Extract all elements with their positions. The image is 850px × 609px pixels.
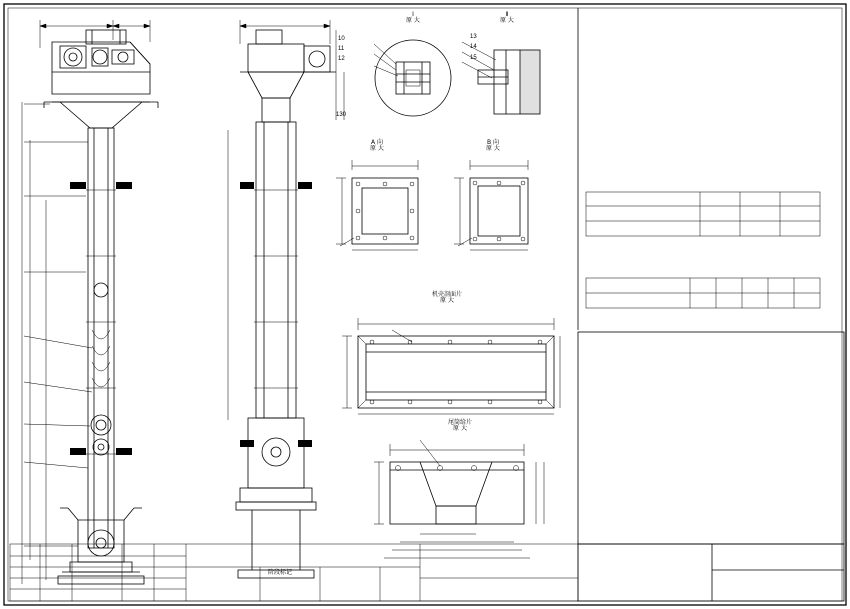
view-caption-D: 尾筒给片 原 大 [448,419,473,432]
dim-130: 130 [336,112,347,118]
dim-12: 12 [338,56,345,62]
view-caption-I: Ⅰ 原 大 [406,11,420,24]
stage-mark-label: 阶段标记 [268,569,293,576]
view-caption-C: 机壳剖面片 原 大 [432,291,463,304]
dim-11: 11 [338,46,345,52]
view-caption-II: Ⅱ 原 大 [500,11,514,24]
view-caption-B: B 向 原 大 [486,139,500,152]
detail-num-15: 15 [470,55,477,61]
detail-num-14: 14 [470,44,477,50]
view-caption-A: A 向 原 大 [370,139,384,152]
detail-num-13: 13 [470,34,477,40]
dim-10: 10 [338,36,345,42]
